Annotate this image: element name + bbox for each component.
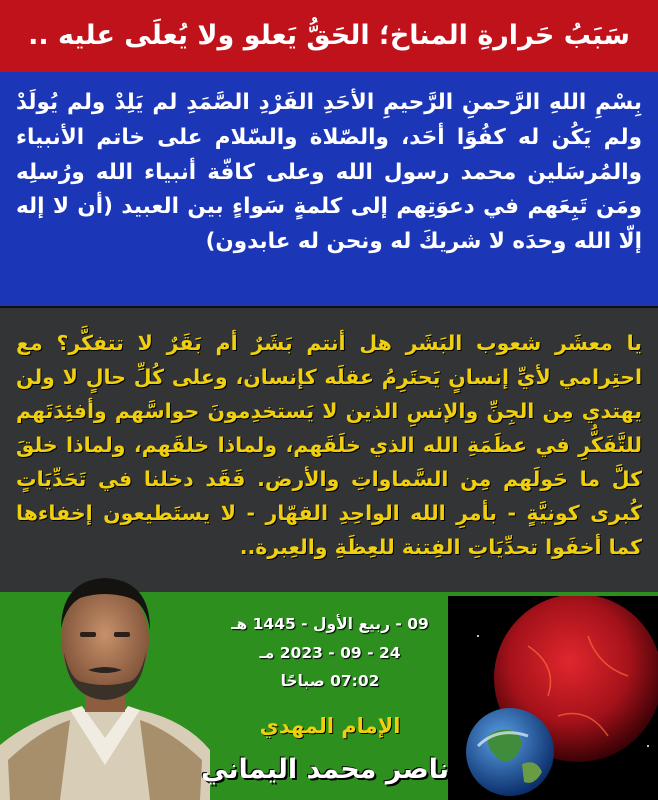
date-info-block <box>210 610 450 738</box>
post-time: 07:02 صباحًا <box>280 672 380 691</box>
author-name: ناصر محمد اليماني <box>201 754 449 785</box>
planet-illustration <box>448 596 658 800</box>
intro-panel <box>0 72 658 306</box>
author-portrait-icon <box>0 560 210 800</box>
title-banner <box>0 0 658 72</box>
author-title: الإمام المهدي <box>259 714 401 739</box>
poster-title: سَبَبُ حَرارةِ المناخ؛ الحَقُّ يَعلو ولا يُعلَى عليه .. <box>28 19 630 51</box>
body-panel <box>0 308 658 592</box>
body-text: يا معشَر شعوب البَشَر هل أنتم بَشَرٌ أم بَقَرٌ لا تتفكَّر؟ مع احتِرامي لأيِّ إنسانٍ يَحتَرِمُ عقلَه كإنسان، وعلى كُلِّ حالٍ لا ولن يهتدي مِن الجِنِّ والإنسِ الذين لا يَستخدِمونَ حواسَّهم وأفئِدَتَهم للتَّفَكُّرِ في عظَمَةِ الله الذي خلَقَهم، ولماذا خلقَهم، ولماذا خلقَ كلَّ ما حَولَهم مِن السَّماواتِ والأرض. فَقَد دخلنا في تَحَدِّيَاتٍ كُبرى كونيَّةٍ - بأمرِ الله الواحِدِ القهّار - لا يستَطيعون إخفاءها كما أخفَوا تحدِّيَاتِ الفِتنة للعِظَةِ والعِبرة.. <box>16 331 642 560</box>
hijri-date: 09 - ربيع الأول - 1445 هـ <box>231 615 429 633</box>
intro-text: بِسْمِ اللهِ الرَّحمنِ الرَّحيمِ الأحَدِ الفَرْدِ الصَّمَدِ لم يَلِدْ ولم يُولَدْ ولم يَكُن له كفُوًا أحَد، والصّلاة والسّلام على خاتم الأنبياء والمُرسَلين محمد رسول الله وعلى كافّة أنبياء الله ورُسلِه ومَن تَبِعَهم في دعوَتِهم إلى كلمةٍ سَواءٍ بين العبيد (أن لا إله إلّا الله وحدَه لا شريكَ له ونحن له عابدون) <box>16 90 642 255</box>
earth-globe-icon <box>466 708 554 796</box>
gregorian-date: 24 - 09 - 2023 مـ <box>259 643 401 662</box>
